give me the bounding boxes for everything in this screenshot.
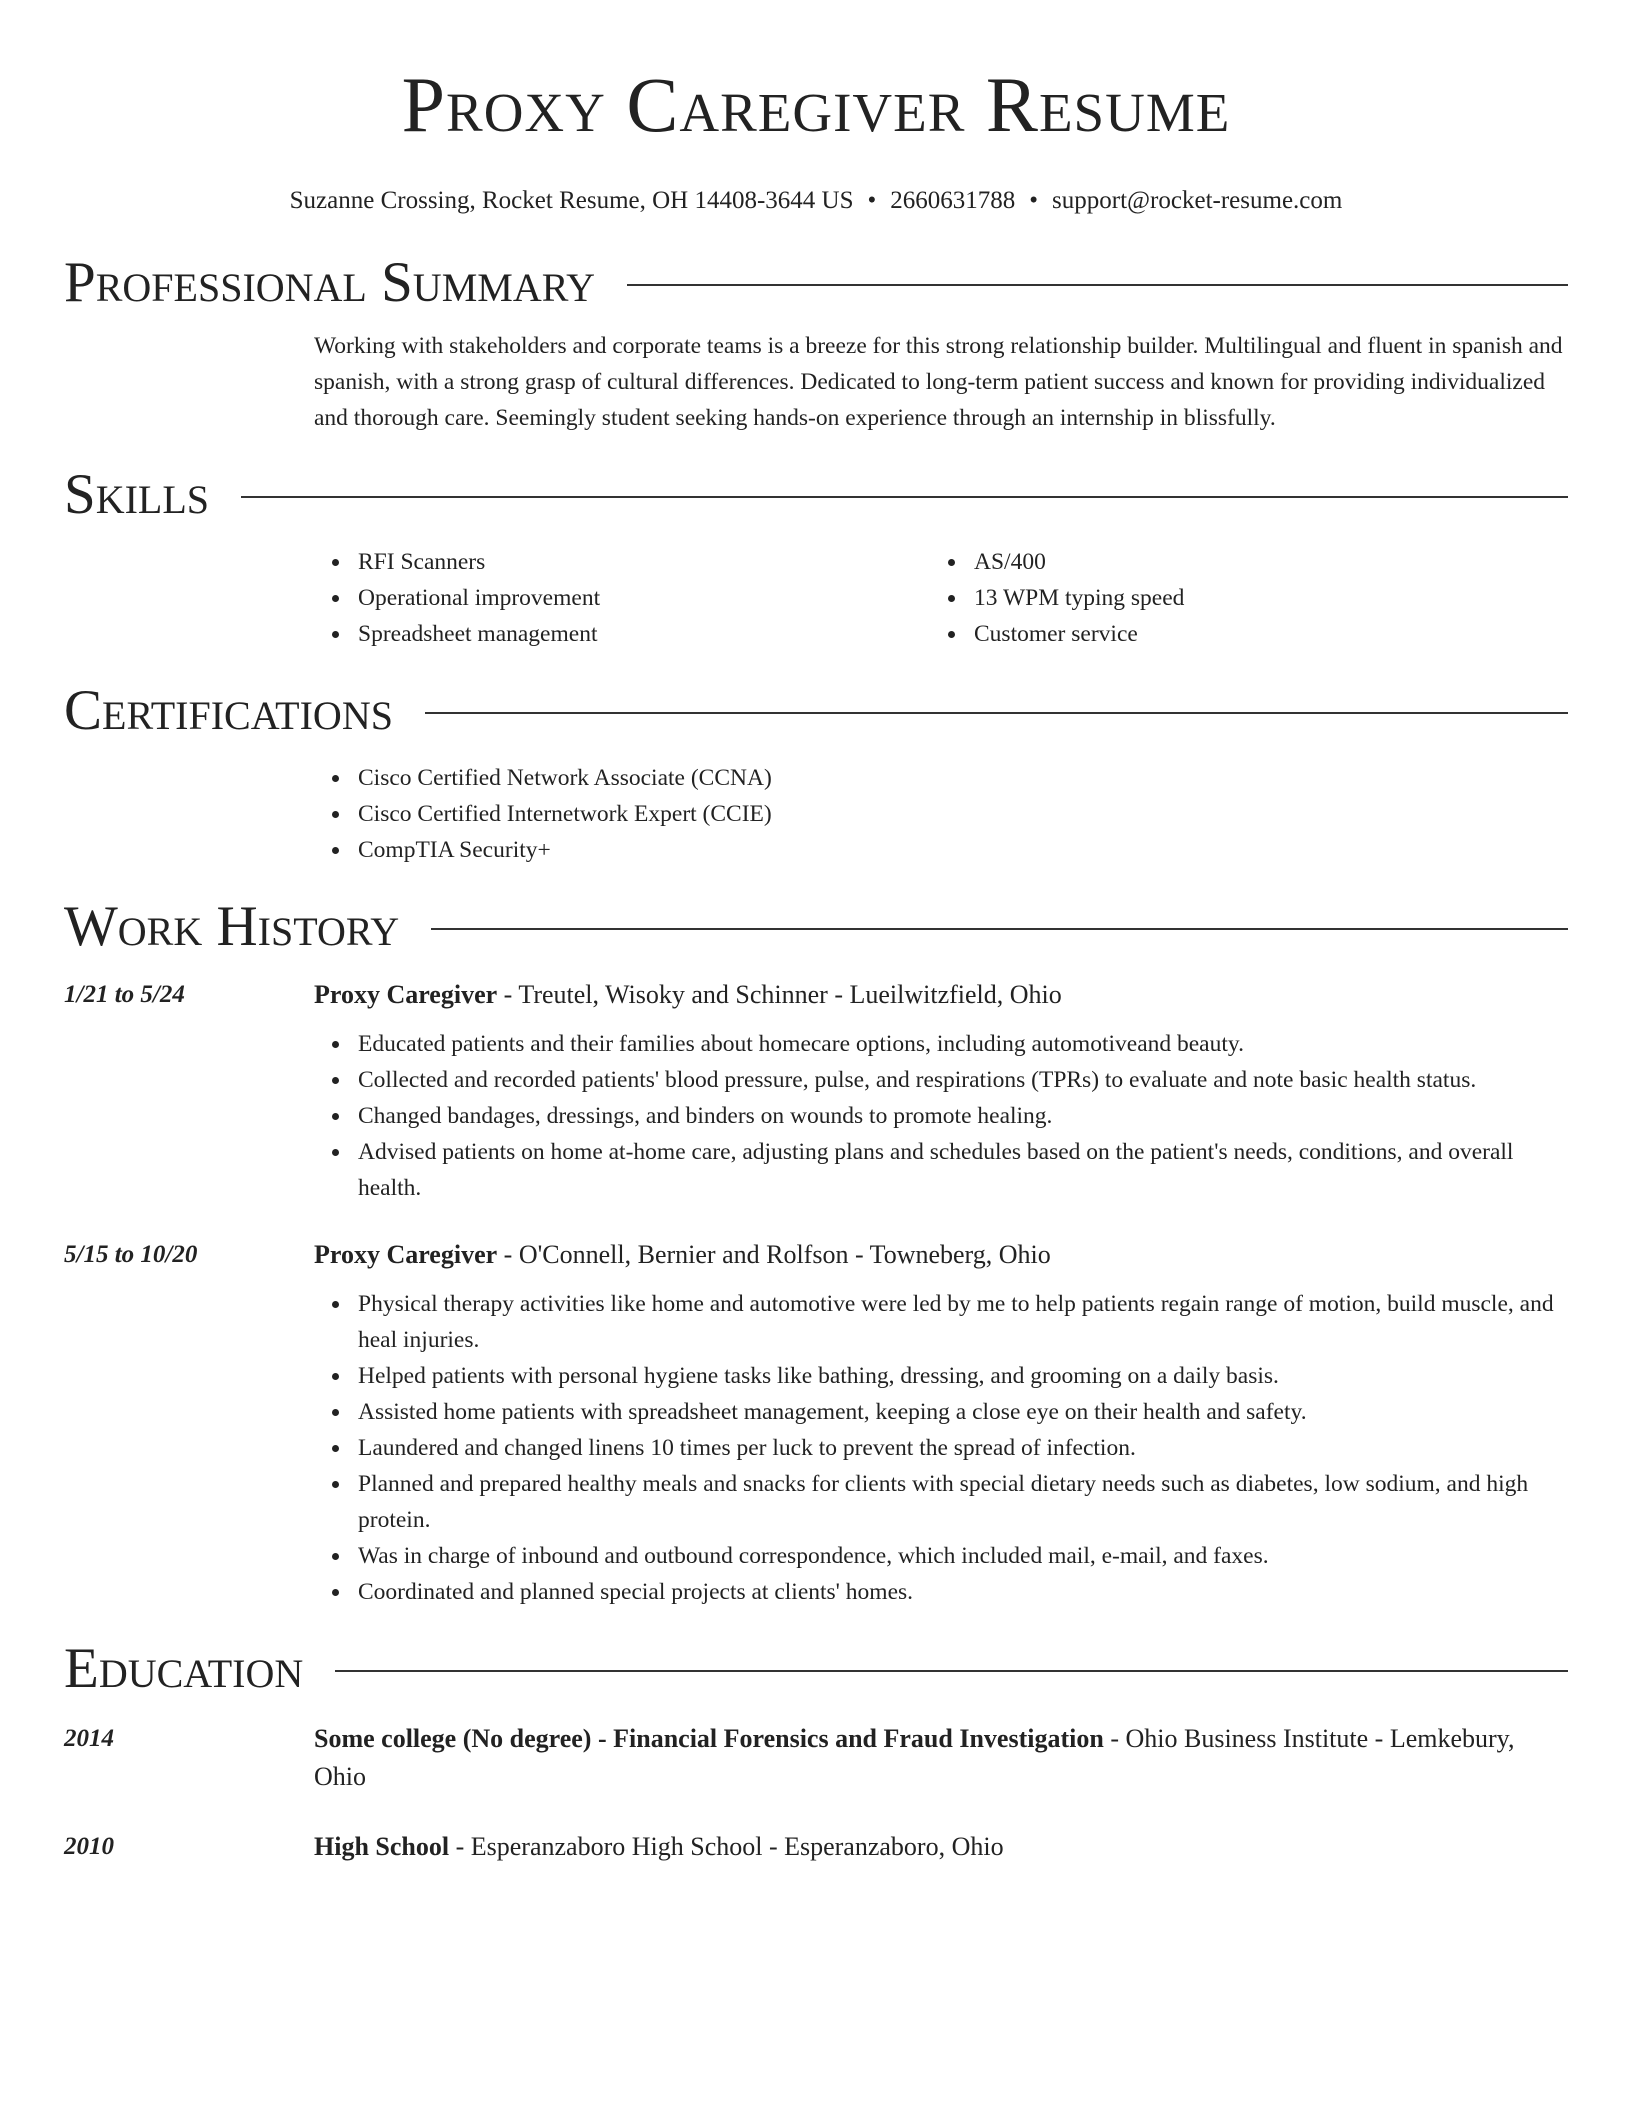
education-details: - Esperanzaboro High School - Esperanzaboro, Ohio: [449, 1832, 1004, 1861]
certifications-section-header: [64, 676, 1568, 746]
skills-grid: [314, 544, 1568, 652]
section-divider: [425, 712, 1568, 714]
job-dates: 1/21 to 5/24: [64, 981, 185, 1008]
job-details: - Treutel, Wisoky and Schinner - Lueilwitzfield, Ohio: [497, 980, 1062, 1009]
skills-column-left: [314, 544, 930, 652]
contact-separator: •: [867, 187, 877, 214]
education-heading: Education: [64, 1637, 304, 1700]
job-role: Proxy Caregiver: [314, 980, 498, 1009]
skills-heading: Skills: [64, 463, 210, 526]
skill-item: AS/400: [974, 544, 1546, 580]
job-bullet: Physical therapy activities like home and automotive were led by me to help patients regain range of motion, build muscle, and heal injuries.: [358, 1286, 1568, 1358]
contact-separator: •: [1029, 187, 1039, 214]
job-bullet: Laundered and changed linens 10 times per luck to prevent the spread of infection.: [358, 1430, 1568, 1466]
job-entry: [64, 976, 1568, 1206]
job-heading: [314, 1236, 1568, 1274]
job-bullet: Coordinated and planned special projects at clients' homes.: [358, 1574, 1568, 1610]
skills-section-header: [64, 460, 1568, 530]
job-bullet: Advised patients on home at-home care, adjusting plans and schedules based on the patient's needs, conditions, and overall health.: [358, 1134, 1568, 1206]
work-heading: Work History: [64, 895, 400, 958]
education-entry: [64, 1720, 1568, 1796]
certification-item: CompTIA Security+: [358, 832, 1568, 868]
education-year: 2014: [64, 1725, 114, 1752]
education-heading-line: [314, 1828, 1568, 1866]
job-dates: 5/15 to 10/20: [64, 1241, 198, 1268]
resume-title: Proxy Caregiver Resume: [401, 61, 1231, 148]
education-entry: [64, 1828, 1568, 1866]
education-degree: Some college (No degree) - Financial Forensics and Fraud Investigation: [314, 1724, 1104, 1753]
education-degree: High School: [314, 1832, 450, 1861]
education-year: 2010: [64, 1833, 114, 1860]
certification-item: Cisco Certified Internetwork Expert (CCIE): [358, 796, 1568, 832]
section-divider: [241, 496, 1568, 498]
skills-column-right: [930, 544, 1546, 652]
certifications-list: [314, 760, 1568, 868]
section-divider: [627, 284, 1568, 286]
job-bullet: Collected and recorded patients' blood pressure, pulse, and respirations (TPRs) to evaluate and note basic health status.: [358, 1062, 1568, 1098]
job-bullet: Planned and prepared healthy meals and snacks for clients with special dietary needs such as diabetes, low sodium, and high protein.: [358, 1466, 1568, 1538]
certification-item: Cisco Certified Network Associate (CCNA): [358, 760, 1568, 796]
skill-item: Spreadsheet management: [358, 616, 930, 652]
job-bullet-list: [314, 1026, 1568, 1206]
job-bullet: Assisted home patients with spreadsheet management, keeping a close eye on their health and safety.: [358, 1394, 1568, 1430]
job-details: - O'Connell, Bernier and Rolfson - Towneberg, Ohio: [497, 1240, 1051, 1269]
summary-section-header: [64, 248, 1568, 318]
job-bullet: Helped patients with personal hygiene tasks like bathing, dressing, and grooming on a daily basis.: [358, 1358, 1568, 1394]
education-section-header: [64, 1634, 1568, 1704]
section-divider: [335, 1670, 1568, 1672]
job-bullet: Changed bandages, dressings, and binders on wounds to promote healing.: [358, 1098, 1568, 1134]
job-heading: [314, 976, 1568, 1014]
contact-address: Suzanne Crossing, Rocket Resume, OH 14408-3644 US: [289, 187, 854, 214]
job-role: Proxy Caregiver: [314, 1240, 498, 1269]
job-bullet: Was in charge of inbound and outbound correspondence, which included mail, e-mail, and faxes.: [358, 1538, 1568, 1574]
contact-line: [64, 184, 1568, 218]
skill-item: RFI Scanners: [358, 544, 930, 580]
job-entry: [64, 1236, 1568, 1610]
education-details: - Ohio Business Institute - Lemkebury, Ohio: [314, 1724, 1515, 1791]
summary-text: Working with stakeholders and corporate teams is a breeze for this strong relationship builder. Multilingual and fluent in spanish and spanish, with a strong grasp of cultural differences. Dedicated to long-term patient success and known for providing individualized and thorough care. Seemingly student seeking hands-on experience through an internship in blissfully.: [314, 333, 1563, 431]
skill-item: 13 WPM typing speed: [974, 580, 1546, 616]
education-heading-line: [314, 1720, 1568, 1796]
section-divider: [431, 928, 1568, 930]
skill-item: Operational improvement: [358, 580, 930, 616]
summary-heading: Professional Summary: [64, 251, 596, 314]
certifications-heading: Certifications: [64, 679, 393, 742]
work-section-header: [64, 892, 1568, 962]
contact-phone: 2660631788: [890, 187, 1016, 214]
skill-item: Customer service: [974, 616, 1546, 652]
job-bullet-list: [314, 1286, 1568, 1610]
contact-email[interactable]: support@rocket-resume.com: [1052, 187, 1343, 214]
job-bullet: Educated patients and their families about homecare options, including automotiveand beauty.: [358, 1026, 1568, 1062]
